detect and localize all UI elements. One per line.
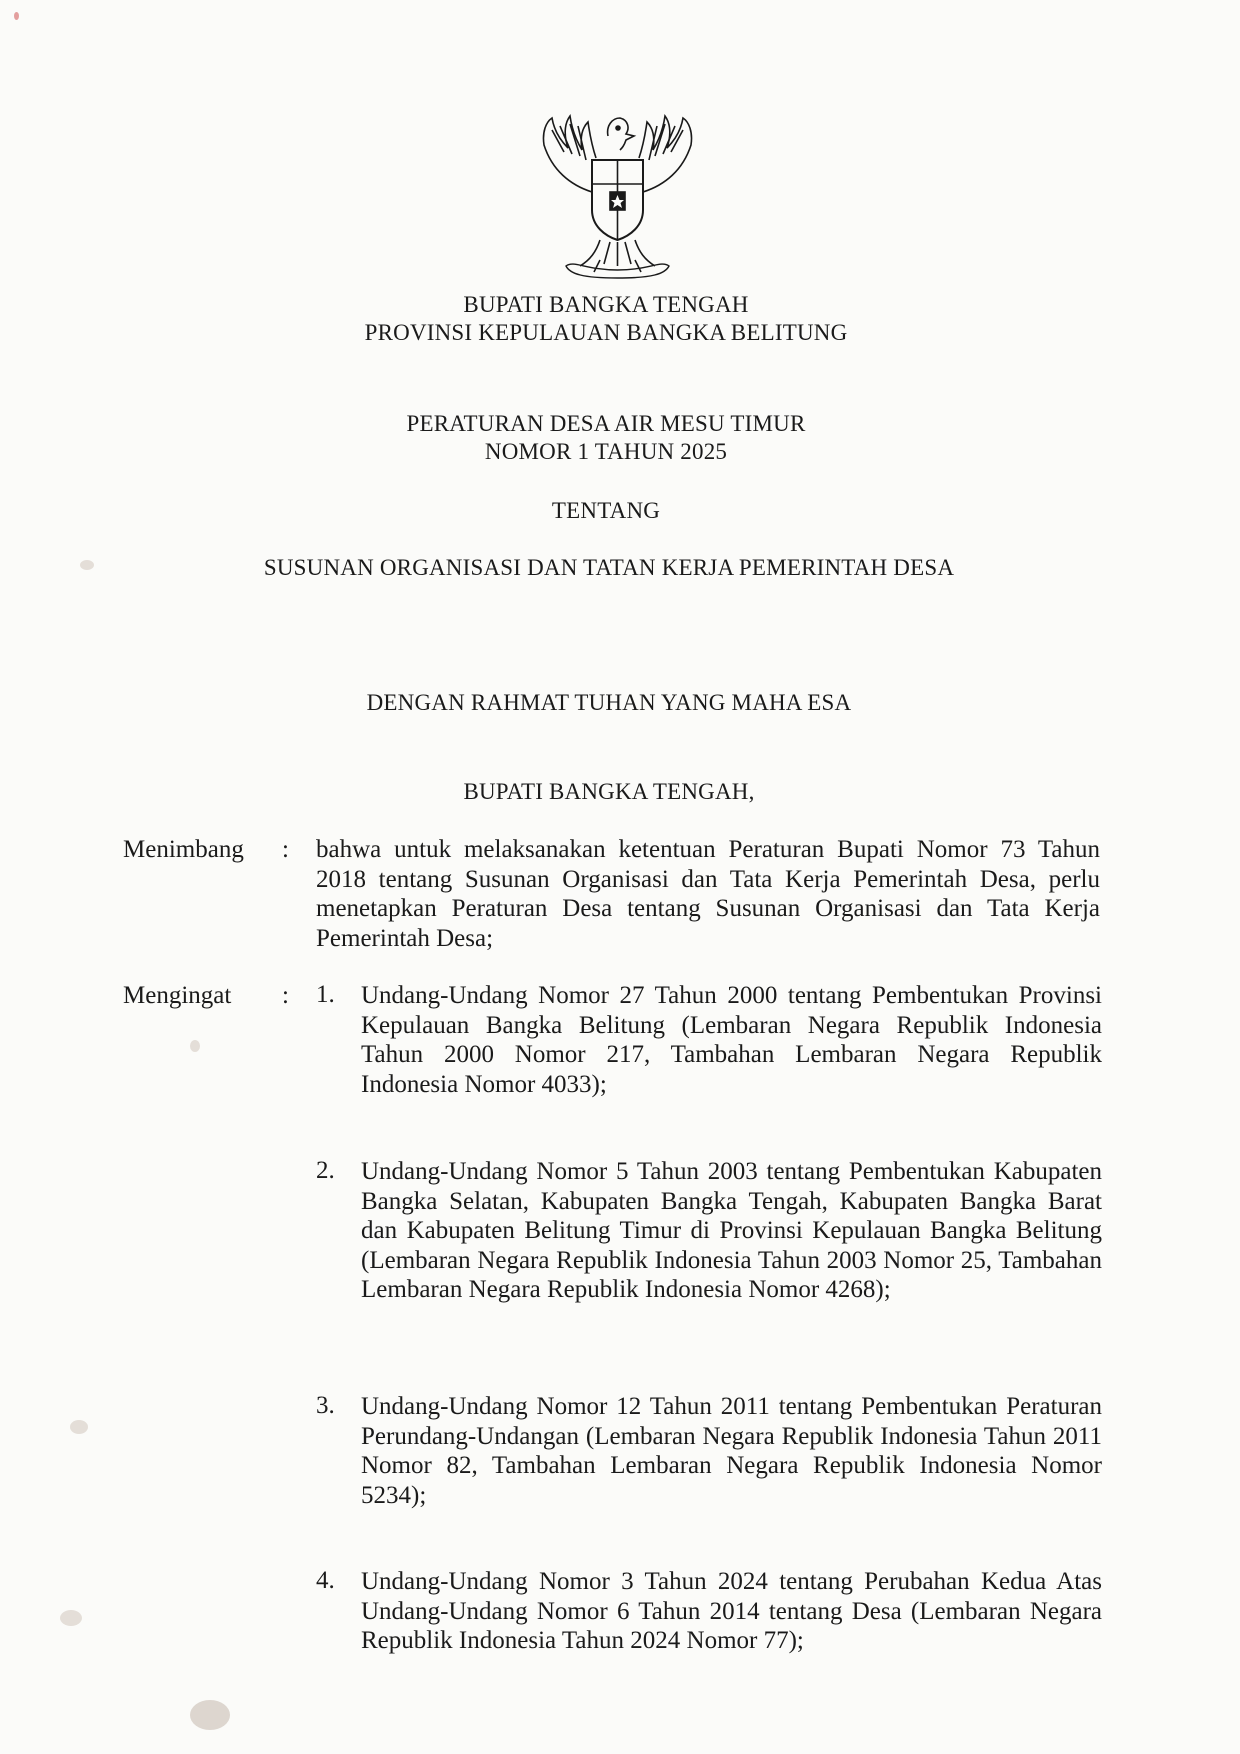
regulation-title: PERATURAN DESA AIR MESU TIMUR bbox=[406, 411, 806, 436]
regulation-number: NOMOR 1 TAHUN 2025 bbox=[484, 439, 728, 464]
recalling-label: Mengingat bbox=[123, 982, 232, 1009]
invocation: DENGAN RAHMAT TUHAN YANG MAHA ESA bbox=[366, 690, 852, 715]
garuda-emblem-icon bbox=[530, 100, 705, 285]
recalling-item-text: Undang-Undang Nomor 3 Tahun 2024 tentang Perubahan Kedua Atas Undang-Undang Nomor 6 Tahun 2014 tentang Desa (Lembaran Negara Republik Indonesia Tahun 2024 Nomor 77); bbox=[361, 1568, 1102, 1654]
authority-line-1: BUPATI BANGKA TENGAH bbox=[463, 292, 749, 317]
scan-speck bbox=[60, 1610, 82, 1626]
considering-label: Menimbang bbox=[123, 836, 244, 863]
recalling-item-number: 2. bbox=[316, 1157, 335, 1184]
recalling-item-text: Undang-Undang Nomor 27 Tahun 2000 tentang Pembentukan Provinsi Kepulauan Bangka Belitung (Lembaran Negara Republik Indonesia Tahun 2000 Nomor 217, Tambahan Lembaran Negara Republik Indonesia Nomor 4033); bbox=[361, 982, 1102, 1098]
scan-speck bbox=[190, 1040, 200, 1052]
recalling-item-number: 1. bbox=[316, 981, 335, 1008]
recalling-item-number: 3. bbox=[316, 1392, 335, 1419]
considering-colon: : bbox=[282, 836, 289, 863]
recalling-item-number: 4. bbox=[316, 1567, 335, 1594]
regulation-subject: SUSUNAN ORGANISASI DAN TATAN KERJA PEMERINTAH DESA bbox=[263, 555, 955, 580]
considering-text: bahwa untuk melaksanakan ketentuan Peraturan Bupati Nomor 73 Tahun 2018 tentang Susunan Organisasi dan Tata Kerja Pemerintah Desa, perlu menetapkan Peraturan Desa tentang Susunan Organisasi dan Tata Kerja Pemerintah Desa; bbox=[316, 836, 1100, 952]
authority-line-2: PROVINSI KEPULAUAN BANGKA BELITUNG bbox=[364, 320, 848, 345]
scan-speck bbox=[190, 1700, 230, 1730]
about-label: TENTANG bbox=[551, 498, 661, 523]
recalling-colon: : bbox=[282, 982, 289, 1009]
recalling-item-text: Undang-Undang Nomor 12 Tahun 2011 tentang Pembentukan Peraturan Perundang-Undangan (Lembaran Negara Republik Indonesia Tahun 2011 Nomor 82, Tambahan Lembaran Negara Republik Indonesia Nomor 5234); bbox=[361, 1393, 1102, 1509]
official-title: BUPATI BANGKA TENGAH, bbox=[463, 779, 755, 804]
scan-speck bbox=[14, 12, 19, 20]
recalling-item-text: Undang-Undang Nomor 5 Tahun 2003 tentang Pembentukan Kabupaten Bangka Selatan, Kabupaten Bangka Tengah, Kabupaten Bangka Barat dan Kabupaten Belitung Timur di Provinsi Kepulauan Bangka Belitung (Lembaran Negara Republik Indonesia Tahun 2003 Nomor 25, Tambahan Lembaran Negara Republik Indonesia Nomor 4268); bbox=[361, 1158, 1102, 1303]
scan-speck bbox=[80, 560, 94, 570]
scan-speck bbox=[70, 1420, 88, 1434]
